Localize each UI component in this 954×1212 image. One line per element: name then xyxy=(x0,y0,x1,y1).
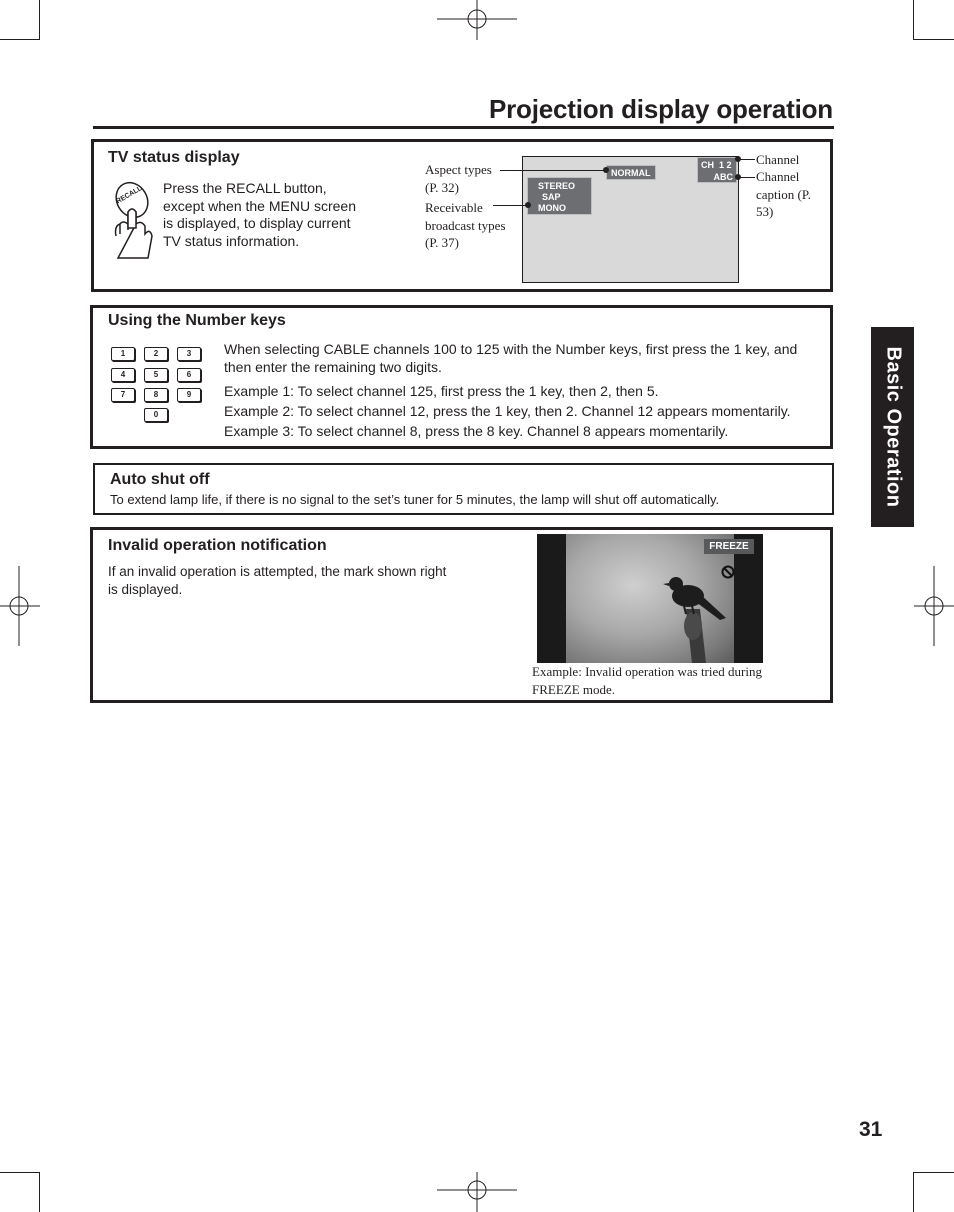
crop-mark xyxy=(913,1172,914,1212)
crop-mark xyxy=(39,0,40,40)
page-number: 31 xyxy=(859,1118,883,1141)
key-2: 2 xyxy=(144,347,168,361)
aspect-indicator: NORMAL xyxy=(606,165,656,180)
channel-number: CH 1 2 xyxy=(701,160,732,170)
crop-mark xyxy=(914,39,954,40)
channel-indicator xyxy=(697,157,737,183)
leader-dot xyxy=(525,202,531,208)
callout-broadcast-types: Receivable broadcast types (P. 37) xyxy=(425,200,506,250)
number-keys-intro: When selecting CABLE channels 100 to 125 with the Number keys, first press the 1 key, and then enter the remaining two digits. xyxy=(224,341,798,375)
freeze-example-image xyxy=(537,534,763,663)
leader-line xyxy=(493,205,529,206)
auto-shut-off-heading: Auto shut off xyxy=(110,471,210,488)
crop-mark xyxy=(913,0,914,40)
invalid-operation-heading: Invalid operation notification xyxy=(108,537,327,554)
registration-mark-left xyxy=(0,566,40,646)
section-tab-label: Basic Operation xyxy=(882,346,904,508)
auto-shut-off-text: To extend lamp life, if there is no signal to the set’s tuner for 5 minutes, the lamp will shut off automatically. xyxy=(110,492,720,507)
leader-dot xyxy=(735,174,741,180)
audio-mode-panel xyxy=(527,177,592,215)
tv-status-text: Press the RECALL button, except when the MENU screen is displayed, to display current TV status information. xyxy=(163,180,356,249)
callout-channel-caption: Channel caption (P. 53) xyxy=(756,169,811,219)
audio-mode-stereo: STEREO xyxy=(538,181,576,191)
key-5: 5 xyxy=(144,368,168,382)
tv-status-heading: TV status display xyxy=(108,149,240,166)
key-4: 4 xyxy=(111,368,135,382)
key-6: 6 xyxy=(177,368,201,382)
number-keys-example-1: Example 1: To select channel 125, first press the 1 key, then 2, then 5. xyxy=(224,383,659,399)
invalid-operation-icon xyxy=(721,565,735,579)
crop-mark xyxy=(0,1172,40,1173)
audio-mode-sap: SAP xyxy=(542,192,561,202)
key-7: 7 xyxy=(111,388,135,402)
registration-mark-top xyxy=(437,0,517,40)
leader-line xyxy=(740,159,755,160)
registration-mark-right xyxy=(914,566,954,646)
leader-line xyxy=(500,170,606,171)
section-tab xyxy=(871,327,914,527)
registration-mark-bottom xyxy=(437,1172,517,1212)
recall-button-label: RECALL xyxy=(115,185,144,206)
number-keys-heading: Using the Number keys xyxy=(108,312,286,329)
leader-dot xyxy=(735,156,741,162)
callout-aspect-types: Aspect types (P. 32) xyxy=(425,162,492,195)
title-rule xyxy=(93,126,834,129)
page-title: Projection display operation xyxy=(488,94,833,124)
tv-status-screen xyxy=(522,156,739,283)
callout-channel: Channel xyxy=(756,152,800,167)
freeze-indicator: FREEZE xyxy=(704,539,754,554)
audio-mode-mono: MONO xyxy=(538,203,566,213)
key-0: 0 xyxy=(144,408,168,422)
number-keys-example-2: Example 2: To select channel 12, press the 1 key, then 2. Channel 12 appears momentarily. xyxy=(224,403,791,419)
key-1: 1 xyxy=(111,347,135,361)
key-9: 9 xyxy=(177,388,201,402)
invalid-operation-text: If an invalid operation is attempted, the mark shown right is displayed. xyxy=(108,564,447,597)
crop-mark xyxy=(39,1172,40,1212)
key-3: 3 xyxy=(177,347,201,361)
leader-dot xyxy=(603,167,609,173)
leader-line xyxy=(740,177,755,178)
number-keys-example-3: Example 3: To select channel 8, press the 8 key. Channel 8 appears momentarily. xyxy=(224,423,729,439)
crop-mark xyxy=(0,39,40,40)
key-8: 8 xyxy=(144,388,168,402)
freeze-example-caption: Example: Invalid operation was tried during FREEZE mode. xyxy=(532,664,762,697)
crop-mark xyxy=(914,1172,954,1173)
hand-pressing-recall-icon xyxy=(108,178,158,262)
channel-caption: ABC xyxy=(713,172,733,182)
